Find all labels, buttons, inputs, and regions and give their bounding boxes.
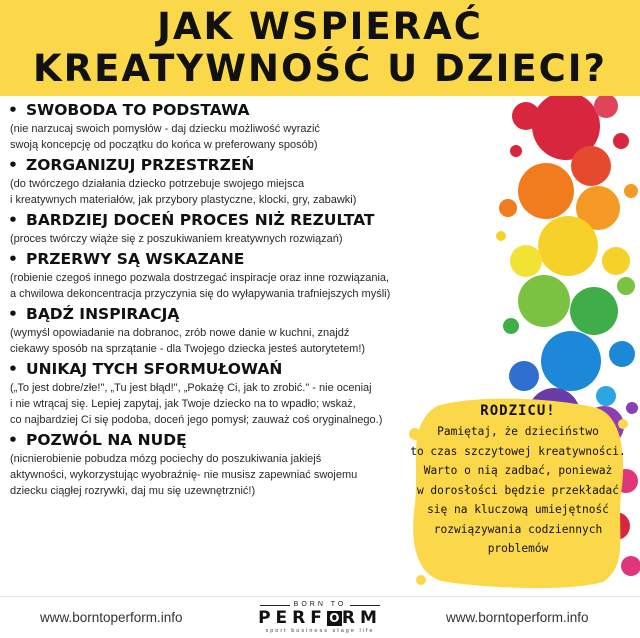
bullet-icon: • [8, 211, 18, 229]
parent-note [407, 394, 629, 590]
tip-item [8, 155, 478, 208]
parent-note-line: się na kluczową umiejętność [427, 503, 609, 516]
logo-wordmark-end: RM [341, 608, 382, 628]
tip-description-line: (do twórczego działania dziecko potrzebuje swojego miejsca [10, 178, 305, 190]
tip-heading [8, 249, 478, 270]
tip-description [8, 325, 478, 357]
tip-heading [8, 100, 478, 121]
bullet-icon: • [8, 431, 18, 449]
parent-note-title: RODZICU! [480, 403, 556, 419]
tip-description-line: ciekawy sposób na sprzątanie - dla Twojego dziecka jesteś autorytetem!) [10, 343, 366, 355]
logo-divider [260, 605, 290, 606]
tip-description-line: a chwilowa dekoncentracja przyczynia się do wyłapywania trafniejszych myśli) [10, 288, 391, 300]
bullet-icon: • [8, 305, 18, 323]
logo-divider [350, 605, 380, 606]
tip-description-line: („To jest dobre/złe!", „Tu jest błąd!", „Pokażę Ci, jak to zrobić." - nie oceniaj [10, 382, 372, 394]
bullet-icon: • [8, 250, 18, 268]
page-title-line-2: KREATYWNOŚĆ U DZIECI? [32, 47, 608, 90]
parent-note-line: Warto o nią zadbać, ponieważ [423, 464, 613, 477]
tip-description-line: dziecku ciągłej rozrywki, daj mu się uzewnętrznić!) [10, 485, 256, 497]
tip-description-line: (robienie czegoś innego pozwala dostrzegać inspiracje oraz inne rozwiązania, [10, 272, 390, 284]
tip-item [8, 304, 478, 357]
parent-note-line: problemów [487, 542, 549, 555]
tip-description-line: (wymyśl opowiadanie na dobranoc, zrób nowe danie w kuchni, znajdź [10, 327, 350, 339]
logo-wordmark [252, 609, 388, 628]
bullet-icon: • [8, 360, 18, 378]
tip-heading-text: UNIKAJ TYCH SFORMUŁOWAŃ [26, 360, 283, 378]
parent-note-line: w dorosłości będzie przekładać [416, 483, 620, 497]
tip-item [8, 100, 478, 153]
tip-item [8, 249, 478, 302]
tip-heading-text: SWOBODA TO PODSTAWA [26, 101, 250, 119]
parent-note-line: rozwiązywania codziennych [433, 522, 603, 536]
tip-heading-text: POZWÓL NA NUDĘ [26, 431, 187, 449]
tip-description-line: (nicnierobienie pobudza mózg pociechy do poszukiwania jakiejś [10, 453, 322, 465]
website-link-left[interactable]: www.borntoperform.info [40, 610, 183, 625]
tip-description-line: swoją koncepcję od początku do końca w preferowany sposób) [10, 139, 318, 151]
tip-heading-text: PRZERWY SĄ WSKAZANE [26, 250, 245, 268]
logo-wordmark-start: PERF [258, 608, 327, 628]
page-title-line-1: JAK WSPIERAĆ [157, 5, 483, 48]
tip-item [8, 210, 478, 247]
tip-description-line: co najbardziej Ci się podoba, doceń jego pomysł; zauważ coś oryginalnego.) [10, 414, 383, 426]
brand-logo [252, 601, 388, 637]
tip-heading-text: ZORGANIZUJ PRZESTRZEŃ [26, 156, 255, 174]
tip-description [8, 231, 478, 247]
tip-heading [8, 155, 478, 176]
tip-description [8, 270, 478, 302]
tip-description-line: i nie wtrącaj się. Lepiej zapytaj, jak Twoje dziecko na to wpadło; wskaż, [10, 398, 356, 410]
header-banner [0, 0, 640, 96]
tip-heading [8, 359, 478, 380]
tip-description-line: aktywności, wykorzystując wyobraźnię- nie musisz zapewniać swojemu [10, 469, 358, 481]
tip-heading-text: BĄDŹ INSPIRACJĄ [26, 305, 180, 323]
bullet-icon: • [8, 156, 18, 174]
parent-note-line: Pamiętaj, że dzieciństwo [437, 425, 599, 438]
tip-description-line: i kreatywnych materiałów, jak przybory plastyczne, klocki, gry, zabawki) [10, 194, 357, 206]
parent-note-text [407, 400, 629, 559]
parent-note-line: to czas szczytowej kreatywności. [410, 444, 626, 458]
tip-heading [8, 210, 478, 231]
logo-o-box: O [327, 611, 342, 626]
tip-description-line: (proces twórczy wiąże się z poszukiwaniem kreatywnych rozwiązań) [10, 233, 343, 245]
website-link-right[interactable]: www.borntoperform.info [446, 610, 589, 625]
tip-description-line: (nie narzucaj swoich pomysłów - daj dziecku możliwość wyrazić [10, 123, 320, 135]
logo-tagline: sport business stage life [265, 628, 375, 634]
tip-heading-text: BARDZIEJ DOCEŃ PROCES NIŻ REZULTAT [26, 211, 375, 229]
tip-description [8, 176, 478, 208]
footer [0, 596, 640, 638]
logo-top-text: BORN TO [293, 601, 347, 608]
tip-heading [8, 304, 478, 325]
tip-description [8, 121, 478, 153]
paint-splatter-green [503, 275, 635, 335]
bullet-icon: • [8, 101, 18, 119]
